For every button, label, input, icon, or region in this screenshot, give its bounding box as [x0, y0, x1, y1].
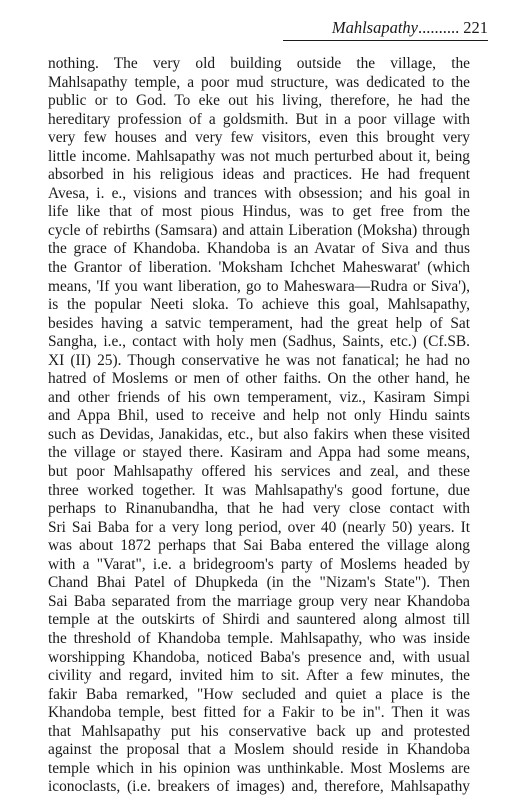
text-line: hereditary profession of a goldsmith. But in a poor village with	[48, 110, 470, 128]
text-line: Sangha, i.e., contact with holy men (Sadhus, Saints, etc.) (Cf.SB.	[48, 333, 470, 351]
text-line: against the proposal that a Moslem should reside in Khandoba	[48, 741, 470, 759]
text-line: Avesa, i. e., visions and trances with obsession; and his goal in	[48, 184, 470, 202]
text-line: means, 'If you want liberation, go to Maheswara—Rudra or Siva'),	[48, 277, 470, 295]
text-line: Khandoba temple, best fitted for a Fakir to be in". Then it was	[48, 704, 470, 722]
text-line: Mahlsapathy temple, a poor mud structure, was dedicated to the	[48, 73, 470, 91]
text-line: but poor Mahlsapathy offered his services and zeal, and these	[48, 463, 470, 481]
text-line: and other friends of his own temperament, viz., Kasiram Simpi	[48, 388, 470, 406]
text-line: hatred of Moslems or men of other faiths. On the other hand, he	[48, 370, 470, 388]
text-line: the Grantor of liberation. 'Moksham Ichchet Maheswarat' (which	[48, 259, 470, 277]
text-line: such as Devidas, Janakidas, etc., but also fakirs when these visited	[48, 425, 470, 443]
body-paragraph	[48, 55, 470, 797]
text-line: with a "Varat", i.e. a bridegroom's party of Moslems headed by	[48, 555, 470, 573]
running-head-leader: ..........	[418, 18, 460, 37]
page-number: 221	[463, 18, 488, 37]
text-line: Chand Bhai Patel of Dhupkeda (in the "Nizam's State"). Then	[48, 574, 470, 592]
text-line: three worked together. It was Mahlsapathy's good fortune, due	[48, 481, 470, 499]
text-line: Sri Sai Baba for a very long period, over 40 (nearly 50) years. It	[48, 518, 470, 536]
text-line: life like that of most pious Hindus, was to get free from the	[48, 203, 470, 221]
text-line: and Appa Bhil, used to receive and help not only Hindu saints	[48, 407, 470, 425]
text-line: little income. Mahlsapathy was not much perturbed about it, being	[48, 147, 470, 165]
text-line: is the popular Neeti sloka. To achieve this goal, Mahlsapathy,	[48, 296, 470, 314]
text-line: XI (II) 25). Though conservative he was not fanatical; he had no	[48, 351, 470, 369]
running-head-title: Mahlsapathy	[331, 18, 418, 37]
text-line: public or to God. To eke out his living, therefore, he had the	[48, 92, 470, 110]
text-line: besides having a satvic temperament, had the great help of Sat	[48, 314, 470, 332]
text-line: temple at the outskirts of Shirdi and sauntered along almost till	[48, 611, 470, 629]
text-line: perhaps to Rinanubandha, that he had very close contact with	[48, 500, 470, 518]
text-line: nothing. The very old building outside the village, the	[48, 55, 470, 72]
text-line: absorbed in his religious ideas and practices. He had frequent	[48, 166, 470, 184]
text-line: Sai Baba separated from the marriage group very near Khandoba	[48, 592, 470, 610]
text-line: that Mahlsapathy put his conservative back up and protested	[48, 722, 470, 740]
text-line: fakir Baba remarked, "How secluded and quiet a place is the	[48, 685, 470, 703]
text-line: civility and regard, invited him to sit. After a few minutes, the	[48, 667, 470, 685]
text-line: iconoclasts, (i.e. breakers of images) and, therefore, Mahlsapathy	[48, 778, 470, 796]
text-line: cycle of rebirths (Samsara) and attain Liberation (Moksha) through	[48, 221, 470, 239]
text-line: the grace of Khandoba. Khandoba is an Avatar of Siva and thus	[48, 240, 470, 258]
text-line: very few houses and very few visitors, even this brought very	[48, 129, 470, 147]
header-rule	[283, 40, 488, 41]
text-line: temple which in his opinion was unthinkable. Most Moslems are	[48, 759, 470, 777]
running-head	[283, 18, 488, 38]
text-line: the threshold of Khandoba temple. Mahlsapathy, who was inside	[48, 629, 470, 647]
text-line: the village or stayed there. Kasiram and Appa had some means,	[48, 444, 470, 462]
text-line: was about 1872 perhaps that Sai Baba entered the village along	[48, 537, 470, 555]
text-line: worshipping Khandoba, noticed Baba's presence and, with usual	[48, 648, 470, 666]
